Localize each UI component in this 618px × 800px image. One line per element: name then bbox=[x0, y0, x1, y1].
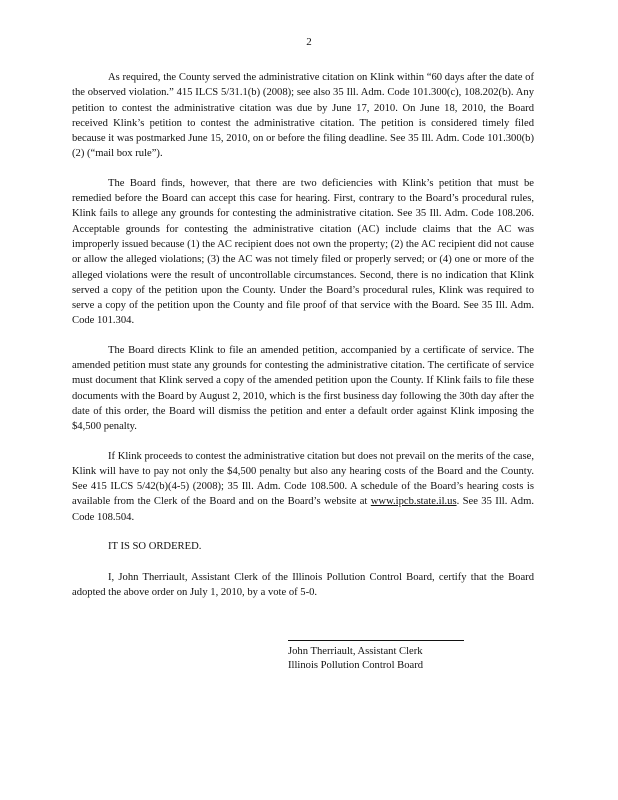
signatory-name-title: John Therriault, Assistant Clerk bbox=[288, 646, 423, 657]
hearing-costs-text: If Klink proceeds to contest the administrative citation but does not prevail on the merits of the case, Klink will have to pay not only the $4,500 penalty but also any hearing costs of the Board and the County. See 415 ILCS 5/42(b)(4-5) (2008); 35 Ill. Adm. Code 108.500. A schedule of the Board’s hearing costs is available from the Clerk of the Board and on the Board’s website at bbox=[72, 450, 534, 508]
hearing-costs-citation: . See 35 Ill. Adm. Code 108.504. bbox=[72, 496, 534, 523]
paragraph-certification: I, John Therriault, Assistant Clerk of the Illinois Pollution Control Board, certify that the Board adopted the above order on July 1, 2010, by a vote of 5-0. bbox=[72, 572, 534, 599]
paragraph-amended-petition: The Board directs Klink to file an amended petition, accompanied by a certificate of service. The amended petition must state any grounds for contesting the administrative citation. The certificate of service must document that Klink served a copy of the amended petition upon the County. If Klink fails to file these documents with the Board by August 2, 2010, which is the first business day following the 30th day after the date of this order, the Board will dismiss the petition and enter a default order against Klink imposing the $4,500 penalty. bbox=[72, 344, 534, 433]
signature-line bbox=[288, 640, 464, 641]
signature-block bbox=[288, 640, 468, 673]
paragraph-service: As required, the County served the administrative citation on Klink within “60 days after the date of the observed violation.” 415 ILCS 5/31.1(b) (2008); see also 35 Ill. Adm. Code 101.300(c), 108.202(b). Any petition to contest the administrative citation was due by June 17, 2010. On June 18, 2010, the Board received Klink’s petition to contest the administrative citation. The petition is considered timely filed because it was postmarked June 15, 2010, on or before the filing deadline. See 35 Ill. Adm. Code 101.300(b)(2) (“mail box rule”). bbox=[72, 72, 534, 160]
page-number: 2 bbox=[306, 36, 312, 48]
paragraph-hearing-costs bbox=[72, 449, 534, 525]
so-ordered: IT IS SO ORDERED. bbox=[108, 541, 202, 553]
paragraph-deficiencies: The Board finds, however, that there are two deficiencies with Klink’s petition that must be remedied before the Board can accept this case for hearing. First, contrary to the Board’s procedural rules, Klink fails to allege any grounds for contesting the administrative citation. See 35 Ill. Adm. Code 108.206. Acceptable grounds for contesting the administrative citation (AC) include claims that the AC was improperly issued because (1) the AC recipient does not own the property; (2) the AC recipient did not cause or allow the alleged violations; (3) the AC was not timely filed or properly served; or (4) one or more of the alleged violations were the result of uncontrollable circumstances. Second, there is no indication that Klink served a copy of the petition upon the County. Under the Board’s procedural rules, Klink was required to serve a copy of the petition upon the County and file proof of that service with the Board. See 35 Ill. Adm. Code 101.304. bbox=[72, 177, 534, 327]
board-website-link[interactable]: www.ipcb.state.il.us bbox=[370, 496, 457, 508]
order-body bbox=[72, 70, 534, 615]
signatory-organization: Illinois Pollution Control Board bbox=[288, 660, 424, 671]
